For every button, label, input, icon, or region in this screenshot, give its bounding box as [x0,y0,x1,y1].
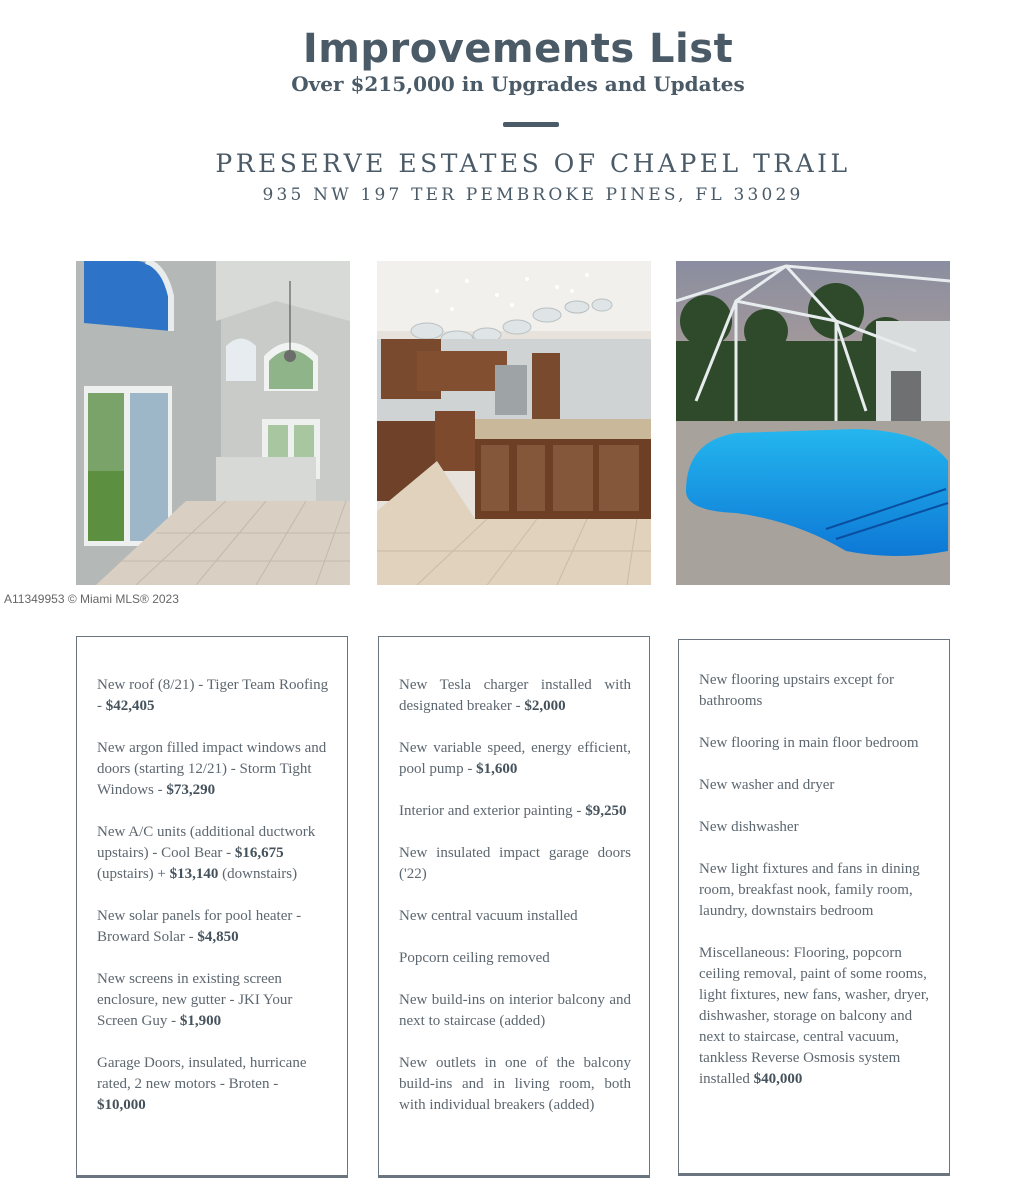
improvement-text: New central vacuum installed [399,908,578,924]
improvements-column-2 [378,636,650,1178]
improvements-column-3 [678,639,950,1176]
improvement-text: Interior and exterior painting - [399,803,586,819]
improvement-item [399,906,631,927]
pool-photo [676,261,950,585]
improvement-cost: $2,000 [524,698,566,714]
improvement-item [399,990,631,1032]
improvement-text: Miscellaneous: Flooring, popcorn ceiling removal, paint of some rooms, light fixtures, new fans, washer, dryer, dishwasher, storage on balcony and next to staircase, central vacuum, tankless Reverse Osmosis system installed [699,945,929,1087]
improvement-cost: $42,405 [105,698,155,714]
improvement-item [699,943,931,1090]
improvement-cost: $9,250 [585,803,627,819]
improvement-item [97,675,329,717]
improvement-text: Garage Doors, insulated, hurricane rated, 2 new motors - Broten - [97,1055,307,1092]
improvement-item [699,670,931,712]
improvement-text: New flooring upstairs except for bathrooms [699,672,894,709]
improvement-text: (downstairs) [218,866,298,882]
improvements-list [399,675,631,1137]
improvement-cost: $40,000 [753,1071,803,1087]
improvement-text: New variable speed, energy efficient, pool pump - [399,740,631,777]
improvement-text: New A/C units (additional ductwork upstairs) - Cool Bear - [97,824,316,861]
improvement-text: New flooring in main floor bedroom [699,735,919,751]
improvement-text: New washer and dryer [699,777,835,793]
improvements-list [97,675,329,1137]
improvement-cost: $1,600 [476,761,518,777]
improvements-list [699,670,931,1111]
improvement-text: (upstairs) + [97,866,170,882]
estate-name: PRESERVE ESTATES OF CHAPEL TRAIL [215,149,851,178]
improvement-item [399,738,631,780]
improvement-item [699,859,931,922]
improvement-item [699,775,931,796]
improvement-text: New Tesla charger installed with designated breaker - [399,677,631,714]
improvement-item [97,1053,329,1116]
improvement-cost: $1,900 [179,1013,222,1029]
page-subtitle: Over $215,000 in Upgrades and Updates [291,72,745,96]
improvement-text: New outlets in one of the balcony build-ins and in living room, both with individual breakers (added) [399,1055,631,1113]
improvement-text: New screens in existing screen enclosure, new gutter - JKI Your Screen Guy - [97,971,293,1029]
improvement-text: New insulated impact garage doors ('22) [399,845,631,882]
improvement-item [97,969,329,1032]
improvement-item [399,948,631,969]
mls-watermark: A11349953 © Miami MLS® 2023 [4,592,179,606]
improvement-text: New dishwasher [699,819,799,835]
improvement-cost: $4,850 [197,929,239,945]
improvement-cost: $73,290 [166,782,216,798]
page-title: Improvements List [302,26,734,72]
improvement-text: New build-ins on interior balcony and next to staircase (added) [399,992,631,1029]
improvement-item [399,843,631,885]
improvement-text: New roof (8/21) - Tiger Team Roofing - [97,677,329,714]
improvement-item [97,822,329,885]
improvement-cost: $10,000 [97,1097,146,1113]
improvement-item [399,801,631,822]
improvement-item [97,738,329,801]
improvement-item [97,906,329,948]
improvement-item [399,1053,631,1116]
improvements-column-1 [76,636,348,1178]
improvement-cost: $16,675 [234,845,284,861]
improvement-text: New argon filled impact windows and doors (starting 12/21) - Storm Tight Windows - [97,740,327,798]
kitchen-photo [377,261,651,585]
improvement-text: Popcorn ceiling removed [399,950,550,966]
improvement-item [399,675,631,717]
improvement-item [699,733,931,754]
property-address: 935 NW 197 TER PEMBROKE PINES, FL 33029 [262,185,804,205]
improvement-text: New solar panels for pool heater - Broward Solar - [97,908,302,945]
improvement-text: New light fixtures and fans in dining room, breakfast nook, family room, laundry, downstairs bedroom [699,861,920,919]
living-room-photo [76,261,350,585]
title-divider [503,122,559,127]
improvement-item [699,817,931,838]
improvement-cost: $13,140 [169,866,219,882]
